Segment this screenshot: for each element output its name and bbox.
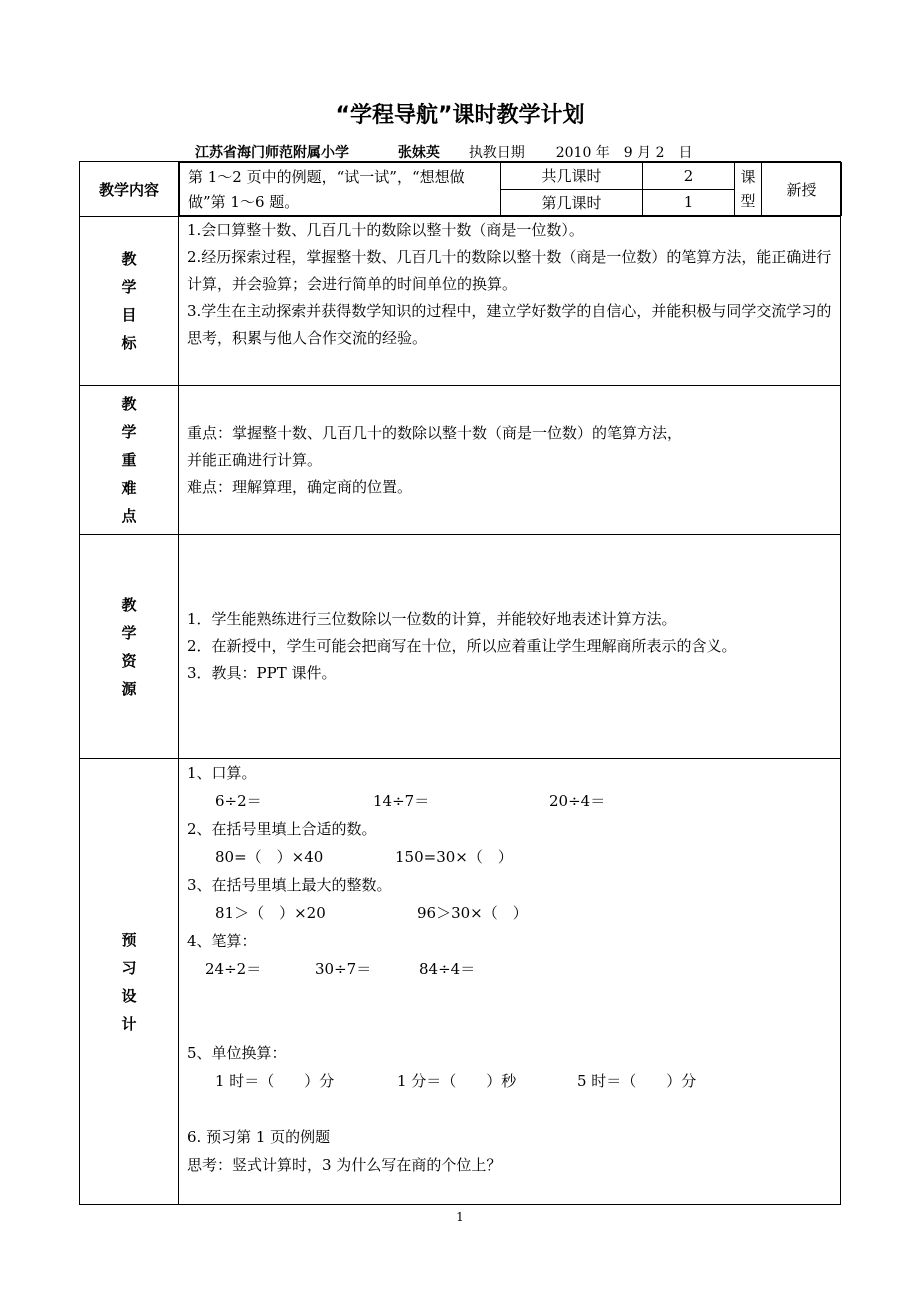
page-number: 1 [456, 1210, 464, 1224]
preview-content [179, 759, 841, 1205]
goal-item: 2.经历探索过程，掌握整十数、几百几十的数除以整十数（商是一位数）的笔算方法，能正确进行计算，并会验算；会进行简单的时间单位的换算。 [187, 248, 832, 293]
resource-item: 1．学生能熟练进行三位数除以一位数的计算，并能较好地表述计算方法。 [187, 610, 677, 628]
current-lesson-label: 第几课时 [501, 189, 643, 216]
date-value: 2010 年 9 月 2 日 [555, 145, 693, 161]
resources-label: 教学资源 [121, 595, 137, 698]
school-name: 江苏省海门师范附属小学 [195, 145, 349, 161]
key-point-item: 并能正确进行计算。 [187, 450, 323, 469]
lesson-type-label: 课型 [740, 168, 756, 210]
goal-item: 3.学生在主动探索并获得数学知识的过程中，建立学好数学的自信心，并能积极与同学交流学习的思考，积累与他人合作交流的经验。 [187, 302, 832, 347]
key-points-label: 教学重难点 [121, 395, 137, 525]
preview-section-title: 2、在括号里填上合适的数。 [187, 820, 377, 838]
preview-section-title: 4、笔算： [187, 932, 257, 950]
preview-section-title: 6. 预习第 1 页的例题 [187, 1128, 331, 1146]
content-row [80, 162, 841, 217]
lesson-plan-table [79, 161, 841, 1205]
content-subtable [179, 162, 842, 216]
resources-row [80, 535, 841, 759]
resource-item: 3．教具：PPT 课件。 [187, 664, 337, 682]
preview-section-title: 3、在括号里填上最大的整数。 [187, 876, 392, 894]
goals-row [80, 217, 841, 386]
preview-exercise-line: 80=（ ）×40 150=30×（ ） [215, 848, 513, 866]
header-info-line [195, 142, 693, 162]
current-lesson-value: 1 [643, 189, 735, 216]
preview-section-title: 5、单位换算： [187, 1044, 287, 1062]
preview-exercise-line: 6÷2＝ 14÷7＝ 20÷4＝ [215, 792, 606, 810]
preview-section-title: 1、口算。 [187, 764, 257, 782]
content-text: 第 1～2 页中的例题，“试一试”，“想想做做”第 1～6 题。 [180, 163, 501, 216]
preview-label: 预习设计 [121, 930, 137, 1033]
goals-content [179, 217, 841, 386]
preview-think-question: 思考：竖式计算时，3 为什么写在商的个位上？ [187, 1156, 502, 1174]
preview-exercise-line: 1 时＝（ ）分 1 分＝（ ）秒 5 时＝（ ）分 [215, 1072, 697, 1090]
document-title: “学程导航”课时教学计划 [335, 103, 585, 128]
resources-content [179, 535, 841, 759]
goal-item: 1.会口算整十数、几百几十的数除以整十数（商是一位数）。 [187, 221, 584, 239]
key-point-item: 难点：理解算理，确定商的位置。 [187, 477, 413, 496]
preview-exercise-line: 81＞（ ）×20 96＞30×（ ） [215, 904, 528, 922]
preview-exercise-line: 24÷2＝ 30÷7＝ 84÷4＝ [205, 960, 476, 978]
total-lessons-value: 2 [643, 163, 735, 190]
teacher-name: 张妹英 [397, 145, 440, 161]
resource-item: 2．在新授中，学生可能会把商写在十位，所以应着重让学生理解商所表示的含义。 [187, 637, 737, 655]
preview-row [80, 759, 841, 1205]
goals-label: 教学目标 [121, 250, 137, 352]
date-label: 执教日期 [468, 145, 525, 161]
key-point-item: 重点：掌握整十数、几百几十的数除以整十数（商是一位数）的笔算方法， [187, 423, 683, 442]
content-label: 教学内容 [80, 162, 179, 217]
key-points-content [179, 386, 841, 535]
total-lessons-label: 共几课时 [501, 163, 643, 190]
key-points-row [80, 386, 841, 535]
lesson-type-value: 新授 [762, 163, 842, 216]
